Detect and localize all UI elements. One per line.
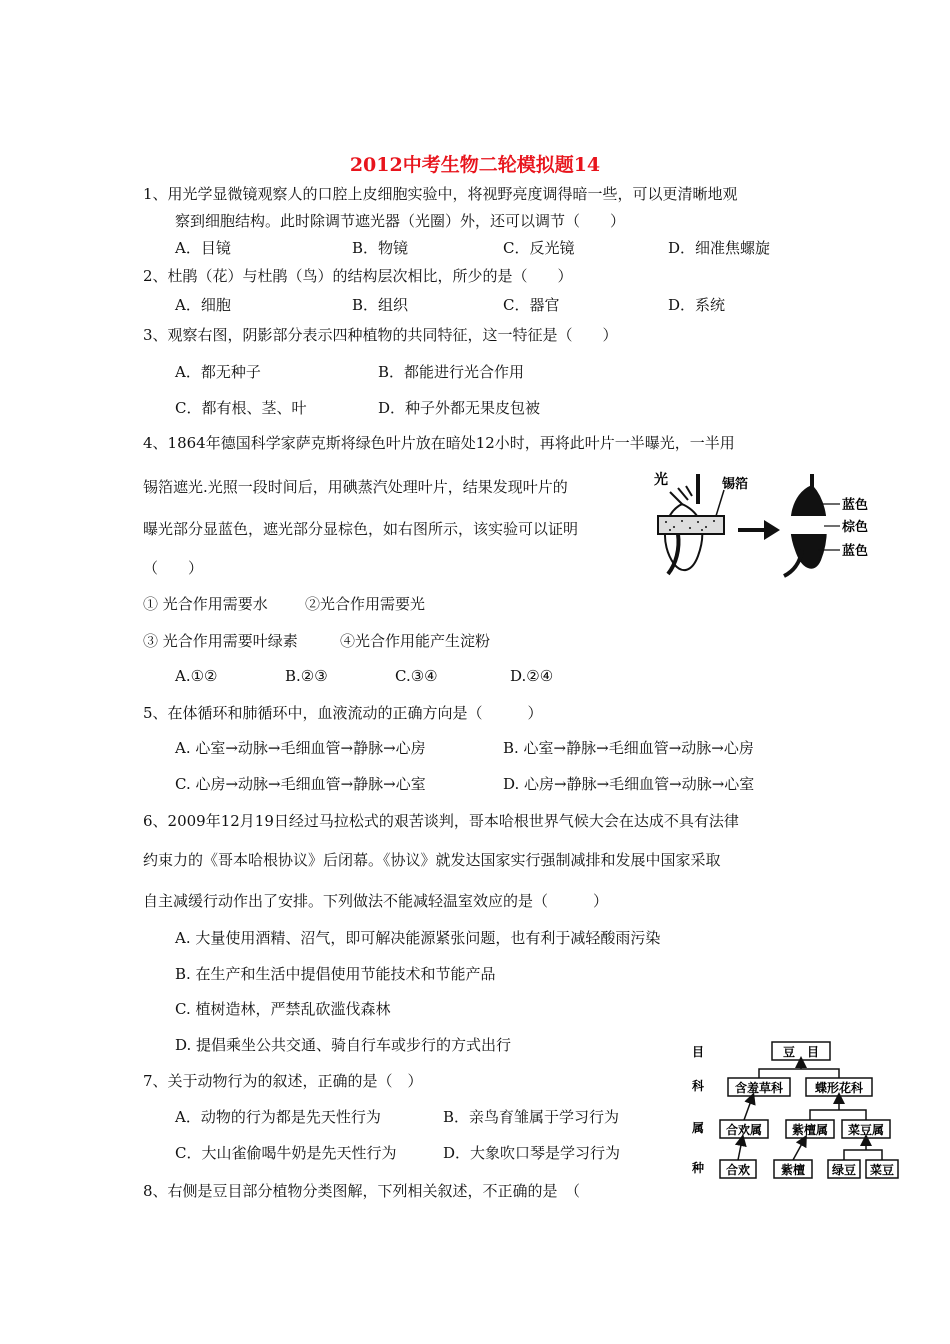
q4-option-b: B.②③ (285, 667, 328, 685)
q4-statement-4: ④光合作用能产生淀粉 (340, 632, 491, 650)
q3-option-c: C．都有根、茎、叶 (175, 399, 307, 417)
q4-option-c: C.③④ (395, 667, 438, 685)
q7-stem: 7、关于动物行为的叙述，正确的是（ ） (143, 1072, 423, 1090)
leaf-experiment-figure (652, 464, 882, 579)
q6-option-a: A. 大量使用酒精、沼气，即可解决能源紧张问题，也有利于减轻酸雨污染 (175, 929, 661, 947)
q5-option-d: D. 心房→静脉→毛细血管→动脉→心室 (503, 775, 755, 793)
q7-option-d: D．大象吹口琴是学习行为 (443, 1144, 621, 1162)
fig-brown-label: 棕色 (842, 520, 869, 535)
fig-light-label: 光 (654, 472, 668, 488)
q3-option-d: D．种子外都无果皮包被 (378, 399, 541, 417)
q2-option-d: D．系统 (668, 296, 726, 314)
fig-blue-top-label: 蓝色 (842, 498, 869, 513)
q1-option-d: D．细准焦螺旋 (668, 239, 771, 257)
q4-option-d: D.②④ (510, 667, 554, 685)
q4-answer-paren: （ ） (143, 559, 204, 577)
q6-stem-line2: 约束力的《哥本哈根协议》后闭幕。《协议》就发达国家实行强制减排和发展中国家采取 (143, 851, 721, 869)
q4-stem-line1: 4、1864年德国科学家萨克斯将绿色叶片放在暗处12小时，再将此叶片一半曝光，一半用 (143, 434, 735, 452)
light-rays-icon (670, 486, 692, 504)
q2-stem: 2、杜鹃（花）与杜鹃（鸟）的结构层次相比，所少的是（ ） (143, 267, 573, 285)
q5-option-b: B. 心室→静脉→毛细血管→动脉→心房 (503, 739, 754, 757)
genus-node-pterocarpus: 紫檀属 (791, 1123, 829, 1137)
species-node-mung-bean: 绿豆 (831, 1163, 857, 1177)
rank-genus-label: 属 (692, 1121, 705, 1135)
q4-stem-line3: 曝光部分显蓝色，遮光部分显棕色，如右图所示，该实验可以证明 (143, 520, 579, 538)
species-node-bean: 菜豆 (869, 1163, 895, 1177)
q1-option-c: C．反光镜 (503, 239, 575, 257)
fig-blue-bottom-label: 蓝色 (842, 544, 869, 559)
q4-statement-3: ③ 光合作用需要叶绿素 (143, 632, 298, 650)
q3-option-b: B．都能进行光合作用 (378, 363, 525, 381)
q6-stem-line1: 6、2009年12月19日经过马拉松式的艰苦谈判，哥本哈根世界气候大会在达成不具有法律 (143, 812, 739, 830)
q7-option-b: B．亲鸟育雏属于学习行为 (443, 1108, 620, 1126)
q4-statement-2: ②光合作用需要光 (305, 595, 426, 613)
family-node-mimosaceae: 含羞草科 (734, 1081, 784, 1095)
q1-stem-line1: 1、用光学显微镜观察人的口腔上皮细胞实验中，将视野亮度调得暗一些，可以更清晰地观 (143, 185, 738, 203)
q2-option-c: C．器官 (503, 296, 560, 314)
q1-option-a: A．目镜 (175, 239, 231, 257)
q4-statement-1: ① 光合作用需要水 (143, 595, 268, 613)
q5-option-c: C. 心房→动脉→毛细血管→静脉→心室 (175, 775, 426, 793)
species-node-pterocarpus: 紫檀 (780, 1163, 806, 1177)
legume-classification-tree (690, 1036, 902, 1184)
q3-option-a: A．都无种子 (175, 363, 261, 381)
genus-node-phaseolus: 菜豆属 (847, 1123, 885, 1137)
q5-option-a: A. 心室→动脉→毛细血管→静脉→心房 (175, 739, 426, 757)
q6-option-b: B. 在生产和生活中提倡使用节能技术和节能产品 (175, 965, 496, 983)
q4-stem-line2: 锡箔遮光.光照一段时间后，用碘蒸汽处理叶片，结果发现叶片的 (143, 478, 568, 496)
q2-option-b: B．组织 (352, 296, 409, 314)
q7-option-c: C．大山雀偷喝牛奶是先天性行为 (175, 1144, 397, 1162)
fig-foil-label: 锡箔 (722, 477, 749, 492)
q8-stem: 8、右侧是豆目部分植物分类图解，下列相关叙述，不正确的是 （ (143, 1182, 581, 1200)
genus-node-albizia: 合欢属 (725, 1123, 763, 1137)
q7-option-a: A．动物的行为都是先天性行为 (175, 1108, 381, 1126)
rank-family-label: 科 (692, 1079, 705, 1093)
order-node: 豆 目 (782, 1045, 820, 1059)
arrow-right-icon (738, 520, 780, 540)
rank-species-label: 种 (692, 1161, 705, 1175)
q1-stem-line2: 察到细胞结构。此时除调节遮光器（光圈）外，还可以调节（ ） (175, 212, 626, 230)
family-node-papilionaceae: 蝶形花科 (814, 1081, 864, 1095)
q6-option-c: C. 植树造林，严禁乱砍滥伐森林 (175, 1000, 391, 1018)
species-node-albizia: 合欢 (725, 1163, 751, 1177)
q4-option-a: A.①② (175, 667, 218, 685)
page-title: 2012中考生物二轮模拟题14 (349, 154, 601, 176)
rank-order-label: 目 (692, 1045, 705, 1059)
q1-option-b: B．物镜 (352, 239, 409, 257)
q3-stem: 3、观察右图，阴影部分表示四种植物的共同特征，这一特征是（ ） (143, 326, 618, 344)
q6-stem-line3: 自主减缓行动作出了安排。下列做法不能减轻温室效应的是（ ） (143, 892, 609, 910)
q6-option-d: D. 提倡乘坐公共交通、骑自行车或步行的方式出行 (175, 1036, 512, 1054)
q2-option-a: A．细胞 (175, 296, 231, 314)
q5-stem: 5、在体循环和肺循环中，血液流动的正确方向是（ ） (143, 704, 543, 722)
